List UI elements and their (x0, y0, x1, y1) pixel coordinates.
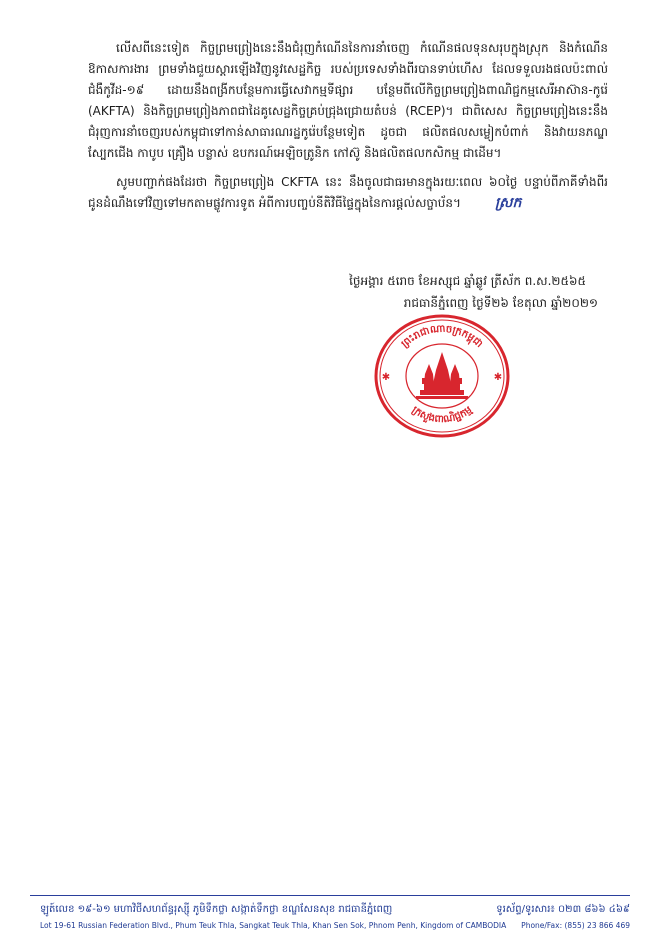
date-block (300, 270, 610, 314)
date-solar: រាជធានីភ្នំពេញ ថ្ងៃទី២៦ ខែតុលា ឆ្នាំ២០២១ (403, 296, 598, 310)
handwritten-initials: ស្រក (494, 195, 522, 211)
letter-body (88, 38, 608, 214)
seal-top-text: ព្រះរាជាណាចក្រកម្ពុជា (399, 323, 485, 351)
letter-paragraph-2-text: សូមបញ្ជាក់ផងដែរថា កិច្ចព្រមព្រៀង CKFTA នេះ នឹងចូលជាធរមានក្នុងរយៈពេល ៦០ថ្ងៃ បន្ទាប់ពីភាគីទាំងពីរ ជូនដំណឹងទៅវិញទៅមកតាមផ្លូវការទូត អំពីការបញ្ចប់នីតិវិធីផ្ទៃក្នុងនៃការផ្តល់សច្ចាប័ន។ (88, 175, 608, 210)
letter-paragraph-1: លើសពីនេះទៀត កិច្ចព្រមព្រៀងនេះនឹងជំរុញកំណើននៃការនាំចេញ កំណើនផលទុនសរុបក្នុងស្រុក និងកំណើនឱកាសការងារ ព្រមទាំងជួយស្តារឡើងវិញនូវសេដ្ឋកិច្ច របស់ប្រទេសទាំងពីរបានទាប់ហើស ដែលទទួលរងផលប៉ះពាល់ជំងឺកូវីដ-១៩ ដោយនឹងពង្រីកបន្ថែមការធ្វើសេវាកម្មទីផ្សារ បន្ថែមពីលើកិច្ចព្រមព្រៀងពាណិជ្ជកម្មសេរីអាស៊ាន-កូរ៉េ (AKFTA) និងកិច្ចព្រមព្រៀងភាពជាដៃគូសេដ្ឋកិច្ចគ្រប់ជ្រុងជ្រោយតំបន់ (RCEP)។ ជាពិសេស កិច្ចព្រមព្រៀងនេះនឹងជំរុញការនាំចេញរបស់កម្ពុជាទៅកាន់សាធារណរដ្ឋកូរ៉េបន្ថែមទៀត ដូចជា ផលិតផលសម្លៀកបំពាក់ និងវាយនភណ្ឌ ស្បែកជើង កាបូប គ្រឿង បន្លាស់ ឧបករណ៍អេឡិចត្រូនិក កៅស៊ូ និងផលិតផលកសិកម្ម ជាដើម។ (88, 41, 608, 160)
seal-star-right: ✱ (493, 372, 503, 383)
footer-latin-address: Lot 19-61 Russian Federation Blvd., Phum Teuk Thla, Sangkat Teuk Thla, Khan Sen Sok, Phnom Penh, Kingdom of CAMBODIA (40, 921, 507, 930)
date-lunar: ថ្ងៃអង្គារ ៥រោច ខែអស្សុជ ឆ្នាំឆ្លូវ ត្រីស័ក ព.ស.២៥៦៥ (349, 274, 586, 288)
footer-khmer-address: ឡូត៍លេខ ១៩-៦១ មហាវិថីសហព័ន្ធរុស្ស៊ី ភូមិទឹកថ្លា សង្កាត់ទឹកថ្លា ខណ្ឌសែនសុខ រាជធានីភ្នំពេញ (40, 904, 393, 915)
seal-star-left: ✱ (381, 372, 391, 383)
seal-bottom-text: ក្រសួងពាណិជ្ជកម្ម (409, 404, 475, 426)
footer-divider (30, 895, 630, 896)
footer-latin-contact: Phone/Fax: (855) 23 866 469 (521, 921, 630, 930)
letter-paragraph-2 (88, 172, 608, 214)
angkor-temple-icon (416, 352, 468, 399)
ministry-seal (372, 312, 512, 440)
footer-khmer-contact: ទូរស័ព្ទ/ទូរសារ៖ ០២៣ ៨៦៦ ៤៦៩ (496, 904, 630, 915)
